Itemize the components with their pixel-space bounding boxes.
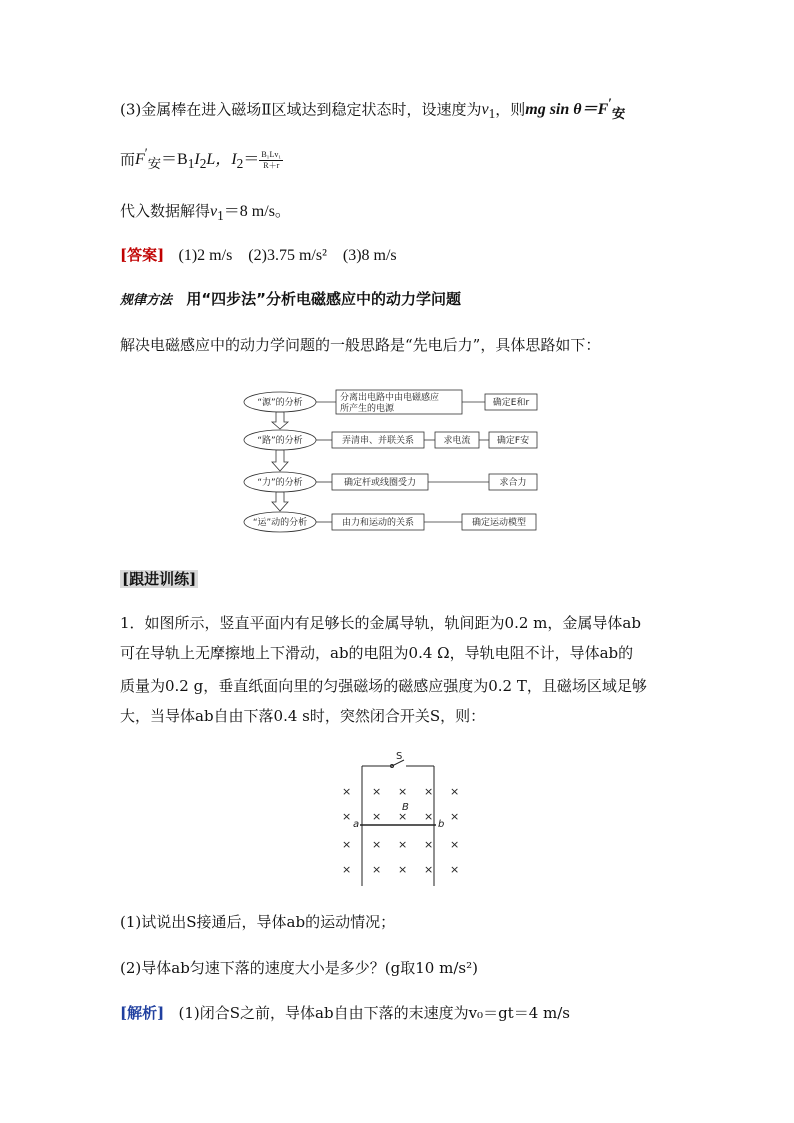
ampere-force-line	[120, 146, 283, 173]
field-cross: ×	[372, 863, 382, 876]
field-cross: ×	[342, 838, 352, 851]
question-1: (1)试说出S接通后，导体ab的运动情况；	[120, 913, 396, 931]
field-crosses	[342, 785, 459, 876]
f-subscript: 安	[612, 106, 626, 122]
flowchart	[240, 384, 550, 539]
current-fraction	[259, 150, 283, 171]
switch-label: S	[396, 751, 403, 762]
field-cross: ×	[424, 838, 434, 851]
field-cross: ×	[424, 863, 434, 876]
row3-box: 确定杆或线圈受力	[343, 478, 417, 488]
field-cross: ×	[372, 785, 382, 798]
result-value: ＝8 m/s。	[223, 203, 291, 220]
result-text: 代入数据解得	[120, 202, 211, 220]
oval-force-label: “力”的分析	[257, 478, 303, 488]
point-a: a	[353, 819, 360, 830]
var-F: F	[135, 151, 145, 169]
intro-text: 解决电磁感应中的动力学问题的一般思路是“先电后力”，具体思路如下：	[120, 336, 601, 354]
i-sub: 2	[199, 156, 207, 172]
row3-result: 求合力	[499, 478, 527, 488]
row1-box-line2: 所产生的电源	[340, 404, 395, 414]
field-cross: ×	[342, 863, 352, 876]
fraction-denominator: R＋r	[263, 160, 280, 170]
training-label	[120, 568, 198, 589]
fraction-numerator: B₁Lv₁	[261, 149, 282, 159]
field-cross: ×	[342, 810, 352, 823]
row2-box1: 弄清串、并联关系	[341, 436, 415, 446]
var-I: I	[194, 151, 200, 169]
field-cross: ×	[450, 838, 460, 851]
F-sub: 安	[147, 156, 162, 172]
eq2: ＝	[243, 151, 260, 169]
field-cross: ×	[398, 863, 408, 876]
answer-content: (1)2 m/s (2)3.75 m/s² (3)8 m/s	[178, 247, 397, 264]
row2-box2: 求电流	[443, 436, 471, 446]
field-cross: ×	[398, 810, 408, 823]
b-sub: 1	[187, 156, 195, 172]
part3-text: 金属棒在进入磁场Ⅱ区域达到稳定状态时，设速度为	[141, 100, 482, 119]
force-equation: mg sin θ＝F	[525, 101, 609, 119]
row4-box: 由力和运动的关系	[341, 518, 415, 528]
method-title: 用“四步法”分析电磁感应中的动力学问题	[186, 290, 462, 308]
field-cross: ×	[372, 810, 382, 823]
problem-line-3: 质量为0.2 g，垂直纸面向里的匀强磁场的磁感应强度为0.2 T，且磁场区域足够	[120, 677, 647, 695]
field-cross: ×	[342, 785, 352, 798]
f-prime: ′	[608, 96, 612, 111]
field-cross: ×	[424, 785, 434, 798]
row1-result: 确定E和r	[492, 398, 530, 408]
analysis-text: (1)闭合S之前，导体ab自由下落的末速度为v₀＝gt＝4 m/s	[178, 1004, 570, 1022]
oval-source-label: “源”的分析	[257, 398, 303, 408]
row2-result: 确定F安	[496, 436, 530, 446]
var-v: v	[481, 101, 489, 119]
var-L: L，	[206, 151, 232, 169]
er-text: 而	[120, 150, 136, 169]
method-heading	[120, 288, 461, 309]
var-v-sub: 1	[488, 106, 496, 122]
problem-line-2: 可在导轨上无摩擦地上下滑动，ab的电阻为0.4 Ω，导轨电阻不计，导体ab的	[120, 644, 634, 662]
result-line	[120, 198, 291, 224]
field-cross: ×	[398, 785, 408, 798]
analysis-line	[120, 1002, 570, 1023]
problem-line-1: 1．如图所示，竖直平面内有足够长的金属导轨，轨间距为0.2 m，金属导体ab	[120, 614, 641, 632]
result-var-sub: 1	[217, 208, 224, 224]
oval-circuit-label: “路”的分析	[257, 436, 303, 446]
field-cross: ×	[450, 810, 460, 823]
rail-figure	[330, 748, 470, 888]
oval-motion-label: “运”动的分析	[252, 518, 308, 528]
field-cross: ×	[372, 838, 382, 851]
problem-line-4: 大，当导体ab自由下落0.4 s时，突然闭合开关S，则：	[120, 707, 486, 725]
then-text: ，则	[495, 100, 526, 119]
field-cross: ×	[450, 785, 460, 798]
field-label: B	[402, 802, 409, 813]
part-label: (3)	[120, 100, 142, 119]
var-I2: I	[231, 151, 237, 169]
i2-sub: 2	[236, 156, 244, 172]
method-label: 规律方法	[120, 293, 173, 308]
training-tag: [跟进训练]	[122, 570, 197, 588]
result-var: v	[210, 203, 218, 220]
field-cross: ×	[398, 838, 408, 851]
field-cross: ×	[424, 810, 434, 823]
point-b: b	[438, 819, 445, 830]
field-cross: ×	[450, 863, 460, 876]
row4-result: 确定运动模型	[471, 518, 527, 528]
solution-part3-line	[120, 96, 625, 123]
question-2: (2)导体ab匀速下落的速度大小是多少？(g取10 m/s²)	[120, 959, 478, 977]
analysis-label: [解析]	[120, 1004, 165, 1022]
answer-line	[120, 242, 397, 265]
answer-label: [答案]	[120, 246, 165, 264]
F-prime: ′	[144, 146, 148, 161]
row1-box-line1: 分离出电路中由电磁感应	[340, 393, 440, 403]
eq1: ＝B	[161, 151, 188, 169]
